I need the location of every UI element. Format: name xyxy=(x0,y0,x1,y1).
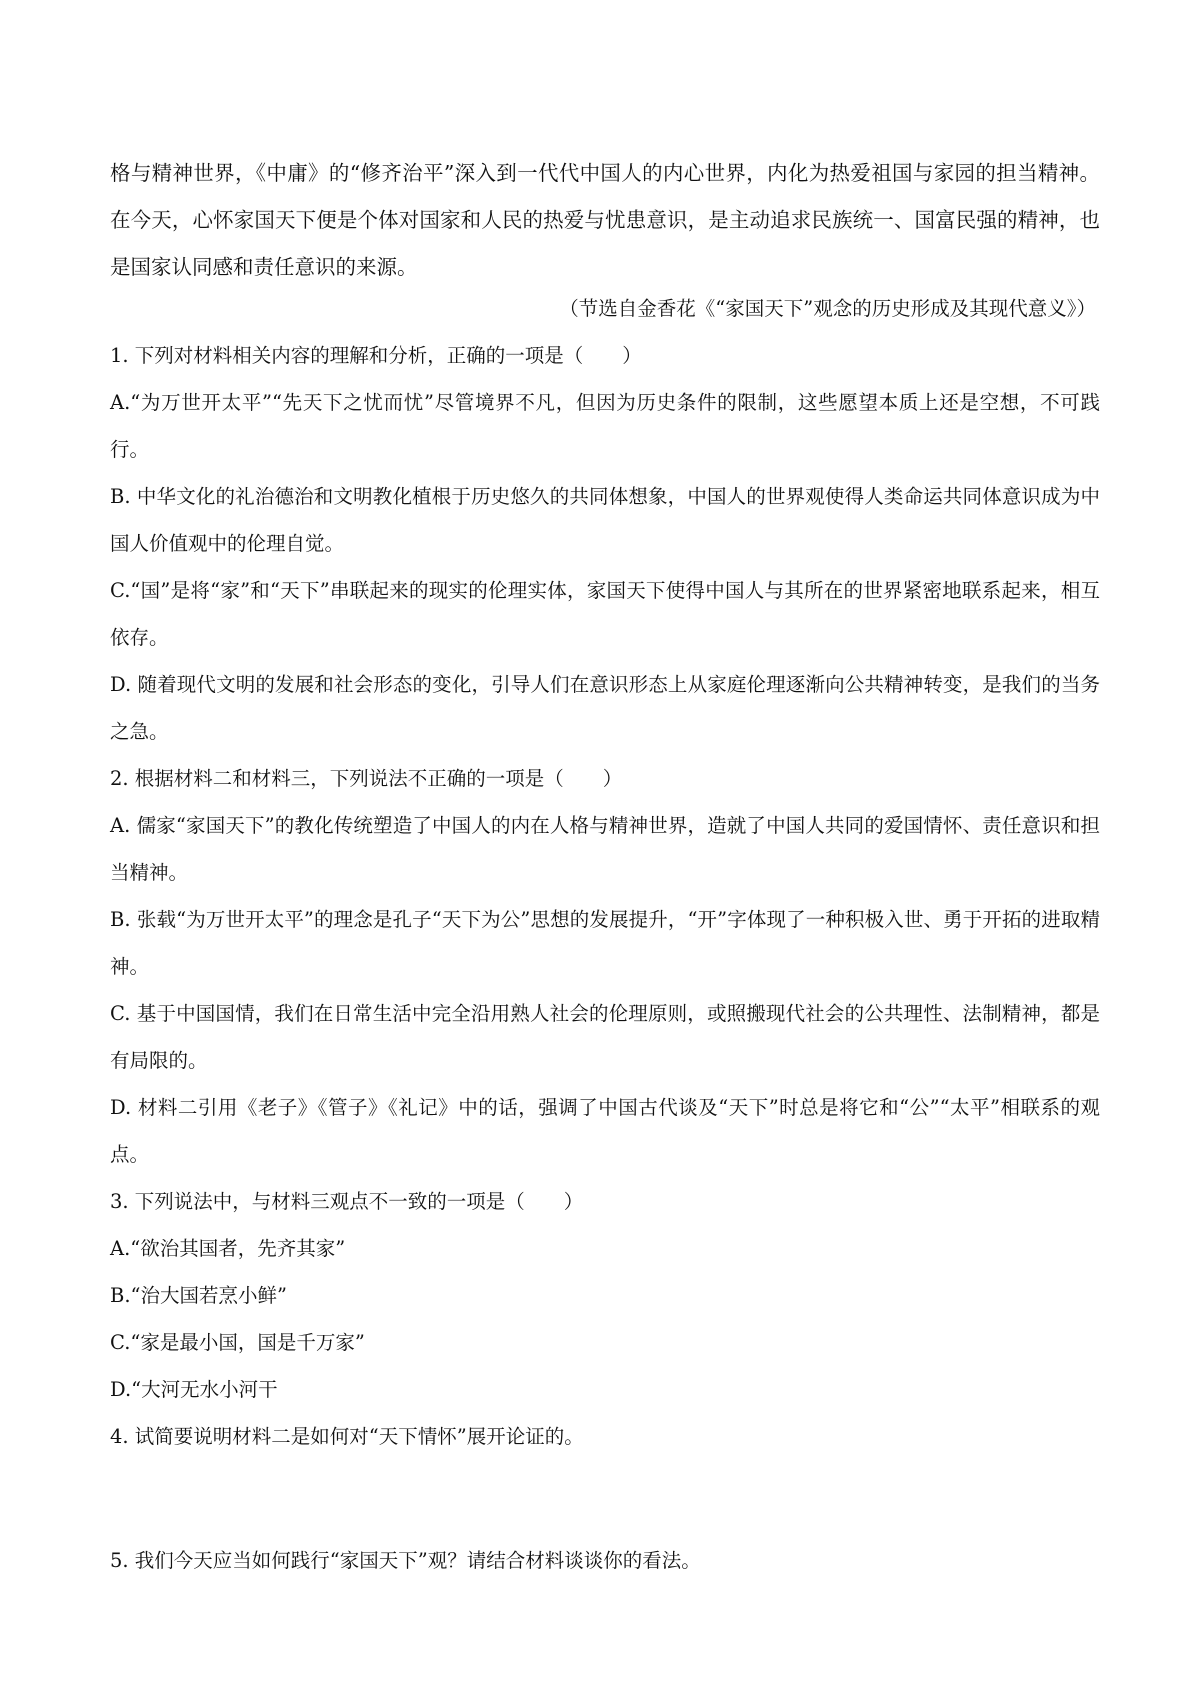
question-2-option-d: D. 材料二引用《老子》《管子》《礼记》中的话，强调了中国古代谈及“天下”时总是将它和“公”“太平”相联系的观点。 xyxy=(110,1096,1100,1166)
question-list xyxy=(110,332,1100,1460)
question-1-option-b: B. 中华文化的礼治德治和文明教化植根于历史悠久的共同体想象，中国人的世界观使得人类命运共同体意识成为中国人价值观中的伦理自觉。 xyxy=(110,485,1100,555)
passage-source: （节选自金香花《“家国天下”观念的历史形成及其现代意义》） xyxy=(559,297,1096,320)
question-1-option-c: C.“国”是将“家”和“天下”串联起来的现实的伦理实体，家国天下使得中国人与其所在的世界紧密地联系起来，相互依存。 xyxy=(110,579,1100,649)
question-1-option-d: D. 随着现代文明的发展和社会形态的变化，引导人们在意识形态上从家庭伦理逐渐向公共精神转变，是我们的当务之急。 xyxy=(110,673,1100,743)
question-2-stem: 2. 根据材料二和材料三，下列说法不正确的一项是（ ） xyxy=(110,767,623,790)
question-5-stem: 5. 我们今天应当如何践行“家国天下”观？请结合材料谈谈你的看法。 xyxy=(110,1549,701,1572)
question-3-option-b: B.“治大国若烹小鲜” xyxy=(110,1284,287,1307)
question-2-option-b: B. 张载“为万世开太平”的理念是孔子“天下为公”思想的发展提升，“开”字体现了一种积极入世、勇于开拓的进取精神。 xyxy=(110,908,1100,978)
question-2-option-a: A. 儒家“家国天下”的教化传统塑造了中国人的内在人格与精神世界，造就了中国人共同的爱国情怀、责任意识和担当精神。 xyxy=(110,814,1100,884)
question-3-option-a: A.“欲治其国者，先齐其家” xyxy=(110,1237,346,1260)
passage-text: 格与精神世界，《中庸》的“修齐治平”深入到一代代中国人的内心世界，内化为热爱祖国与家园的担当精神。在今天，心怀家国天下便是个体对国家和人民的热爱与忧患意识，是主动追求民族统一、国富民强的精神，也是国家认同感和责任意识的来源。 xyxy=(110,161,1100,279)
question-2-option-c: C. 基于中国国情，我们在日常生活中完全沿用熟人社会的伦理原则，或照搬现代社会的公共理性、法制精神，都是有局限的。 xyxy=(110,1002,1100,1072)
question-3-stem: 3. 下列说法中，与材料三观点不一致的一项是（ ） xyxy=(110,1190,584,1213)
question-3-option-c: C.“家是最小国，国是千万家” xyxy=(110,1331,365,1354)
question-4-stem: 4. 试简要说明材料二是如何对“天下情怀”展开论证的。 xyxy=(110,1425,584,1448)
question-3-option-d: D.“大河无水小河干 xyxy=(110,1378,278,1401)
question-1-option-a: A.“为万世开太平”“先天下之忧而忧”尽管境界不凡，但因为历史条件的限制，这些愿望本质上还是空想，不可践行。 xyxy=(110,391,1100,461)
question-1-stem: 1. 下列对材料相关内容的理解和分析，正确的一项是（ ） xyxy=(110,344,642,367)
